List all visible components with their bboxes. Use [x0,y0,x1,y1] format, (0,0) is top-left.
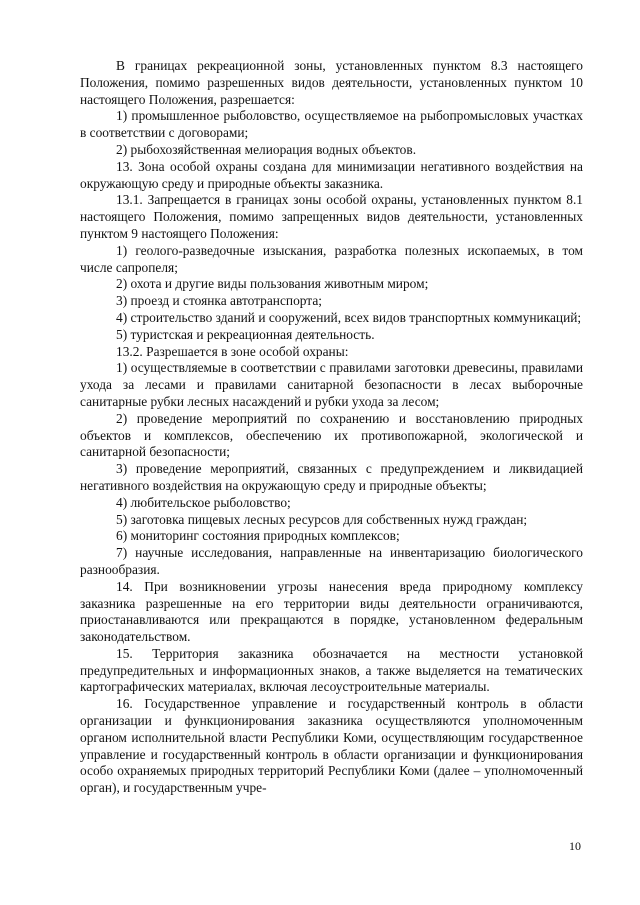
paragraph: 5) туристская и рекреационная деятельность. [116,326,375,342]
paragraph: 14. При возникновении угрозы нанесения вреда природному комплексу заказника разрешенные на его территории виды деятельности ограничиваются, приостанавливаются или прекращаются в порядке, установленном федеральным законодательством. [80,578,583,645]
paragraph: 2) проведение мероприятий по сохранению и восстановлению природных объектов и комплексов, обеспечению их противопожарной, экологической и санитарной безопасности; [80,410,583,460]
paragraph: 6) мониторинг состояния природных комплексов; [116,528,400,544]
paragraph: 2) рыбохозяйственная мелиорация водных объектов. [116,141,417,157]
paragraph: 16. Государственное управление и государственный контроль в области организации и функционирования заказника осуществляются уполномоченным органом исполнительной власти Республики Коми, осуществляющим государственное управление и государственный контроль в области организации и функционирования особо охраняемых природных территорий Республики Коми (далее – уполномоченный орган), и государственным учре- [80,696,583,796]
paragraph: 2) охота и другие виды пользования животным миром; [116,276,429,292]
paragraph: 3) проезд и стоянка автотранспорта; [116,293,322,309]
paragraph: 4) любительское рыболовство; [116,494,291,510]
paragraph: 1) осуществляемые в соответствии с правилами заготовки древесины, правилами ухода за лесами и правилами санитарной безопасности в лесах выборочные санитарные рубки лесных насаждений и рубки ухода за лесом; [80,360,583,409]
document-body [80,58,583,797]
paragraph: В границах рекреационной зоны, установленных пунктом 8.3 настоящего Положения, помимо разрешенных видов деятельности, установленных пунктом 10 настоящего Положения, разрешается: [80,58,583,107]
paragraph: 5) заготовка пищевых лесных ресурсов для собственных нужд граждан; [116,511,528,527]
paragraph: 13.1. Запрещается в границах зоны особой охраны, установленных пунктом 8.1 настоящего Положения, помимо запрещенных видов деятельности, установленных пунктом 9 настоящего Положения: [80,192,583,241]
paragraph: 15. Территория заказника обозначается на местности установкой предупредительных и информационных знаков, а также выделяется на тематических картографических материалах, включая лесоустроительные материалы. [80,645,583,695]
paragraph: 13.2. Разрешается в зоне особой охраны: [116,343,349,359]
page-number: 10 [569,839,581,853]
paragraph: 3) проведение мероприятий, связанных с предупреждением и ликвидацией негативного воздействия на окружающую среду и природные объекты; [80,461,583,493]
paragraph: 1) геолого-разведочные изыскания, разработка полезных ископаемых, в том числе сапропеля; [80,242,583,275]
paragraph: 7) научные исследования, направленные на инвентаризацию биологического разнообразия. [80,545,583,577]
paragraph: 4) строительство зданий и сооружений, всех видов транспортных коммуникаций; [116,309,582,325]
paragraph: 1) промышленное рыболовство, осуществляемое на рыбопромысловых участках в соответствии с договорами; [80,108,583,141]
paragraph: 13. Зона особой охраны создана для минимизации негативного воздействия на окружающую среду и природные объекты заказника. [80,158,583,191]
